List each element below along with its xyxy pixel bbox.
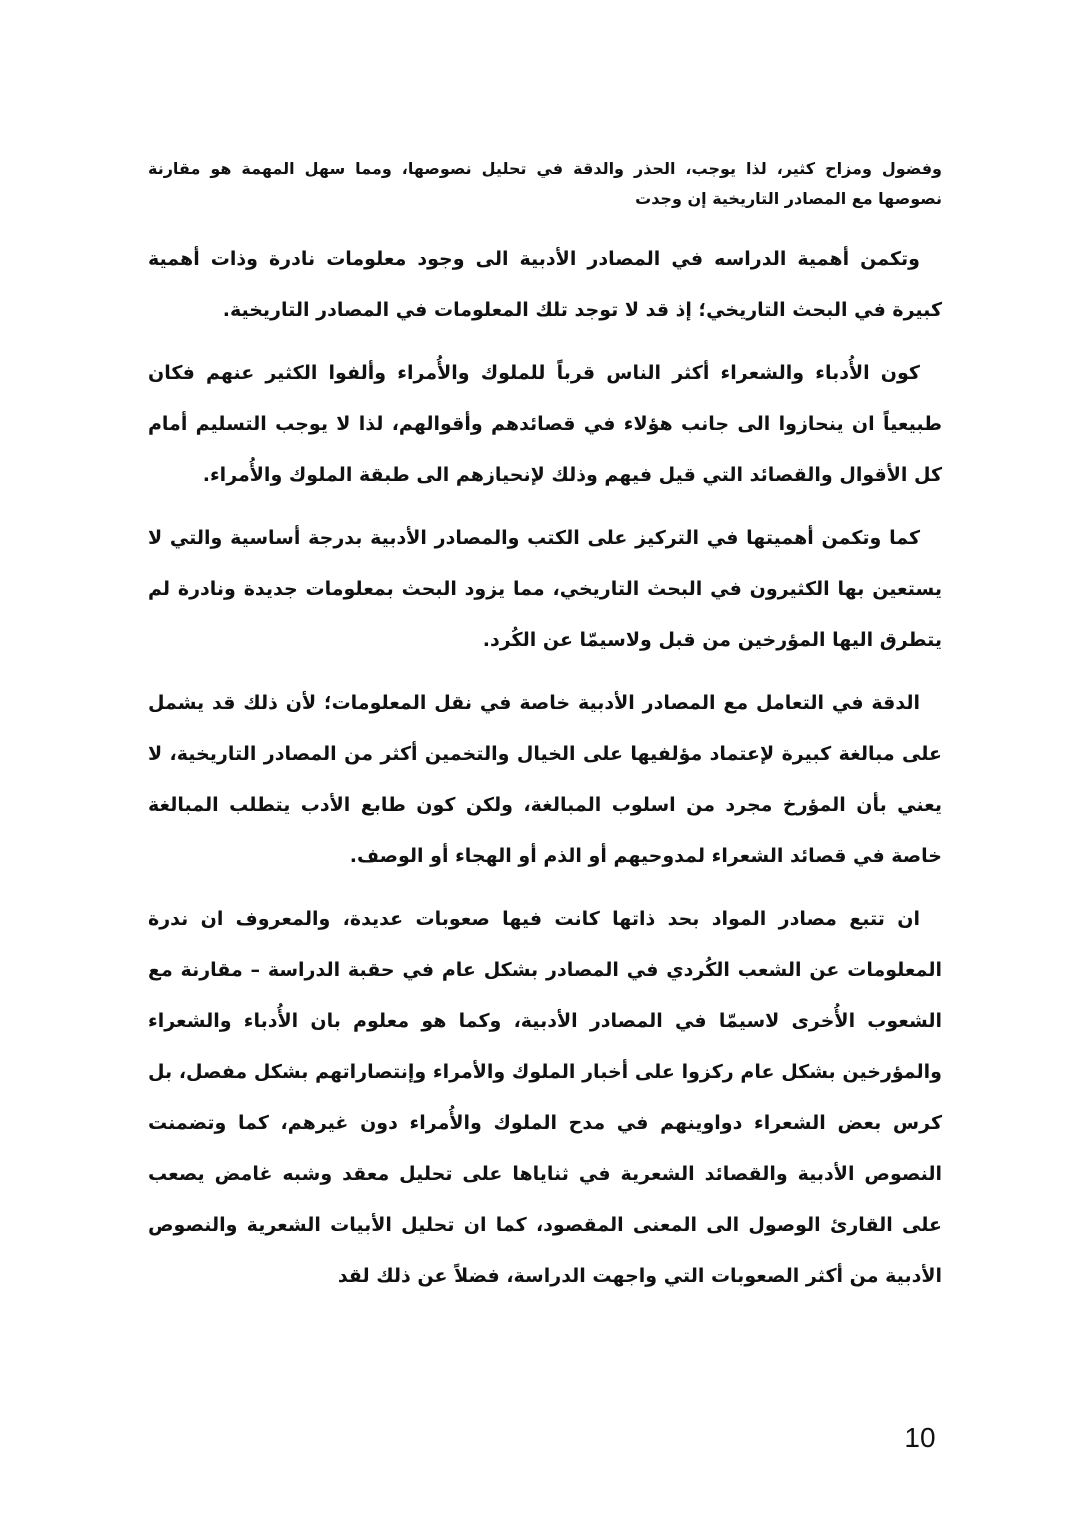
paragraph-accuracy: الدقة في التعامل مع المصادر الأدبية خاصة في نقل المعلومات؛ لأن ذلك قد يشمل على مبالغة كبيرة لإعتماد مؤلفيها على الخيال والتخمين أكثر من المصادر التاريخية، لا يعني بأن المؤرخ مجرد من اسلوب المبالغة، ولكن كون طابع الأدب يتطلب المبالغة خاصة في قصائد الشعراء لمدوحيهم أو الذم أو الهجاء أو الوصف. [148,692,942,867]
paragraph-poets-bias: كون الأُدباء والشعراء أكثر الناس قرباً للملوك والأُمراء وألفوا الكثير عنهم فكان طبيعياً ان ينحازوا الى جانب هؤلاء في قصائدهم وأقوالهم، لذا لا يوجب التسليم أمام كل الأقوال والقصائد التي قيل فيهم وذلك لإنحيازهم الى طبقة الملوك والأُمراء. [148,362,942,486]
paragraph-continuation: وفضول ومزاح كثير، لذا يوجب، الحذر والدقة في تحليل نصوصها، ومما سهل المهمة هو مقارنة نصوصها مع المصادر التاريخية إن وجدت [148,159,942,208]
paragraph-difficulties: ان تتبع مصادر المواد بحد ذاتها كانت فيها صعوبات عديدة، والمعروف ان ندرة المعلومات عن الشعب الكُردي في المصادر بشكل عام في حقبة الدراسة – مقارنة مع الشعوب الأُخرى لاسيمّا في المصادر الأدبية، وكما هو معلوم بان الأُدباء والشعراء والمؤرخين بشكل عام ركزوا على أخبار الملوك والأمراء وإنتصاراتهم بشكل مفصل، بل كرس بعض الشعراء دواوينهم في مدح الملوك والأُمراء دون غيرهم، كما وتضمنت النصوص الأدبية والقصائد الشعرية في ثناياها على تحليل معقد وشبه غامض يصعب على القارئ الوصول الى المعنى المقصود، كما ان تحليل الأبيات الشعرية والنصوص الأدبية من أكثر الصعوبات التي واجهت الدراسة، فضلاً عن ذلك لقد [148,908,942,1287]
paragraph-importance-literary-sources: وتكمن أهمية الدراسه في المصادر الأدبية الى وجود معلومات نادرة وذات أهمية كبيرة في البحث التاريخي؛ إذ قد لا توجد تلك المعلومات في المصادر التاريخية. [148,248,942,321]
page-number: 10 [904,1422,936,1453]
paragraph-focus-literary-books: كما وتكمن أهميتها في التركيز على الكتب والمصادر الأدبية بدرجة أساسية والتي لا يستعين بها الكثيرون في البحث التاريخي، مما يزود البحث بمعلومات جديدة ونادرة لم يتطرق اليها المؤرخين من قبل ولاسيمّا عن الكُرد. [148,527,942,651]
body-text [148,154,942,1314]
